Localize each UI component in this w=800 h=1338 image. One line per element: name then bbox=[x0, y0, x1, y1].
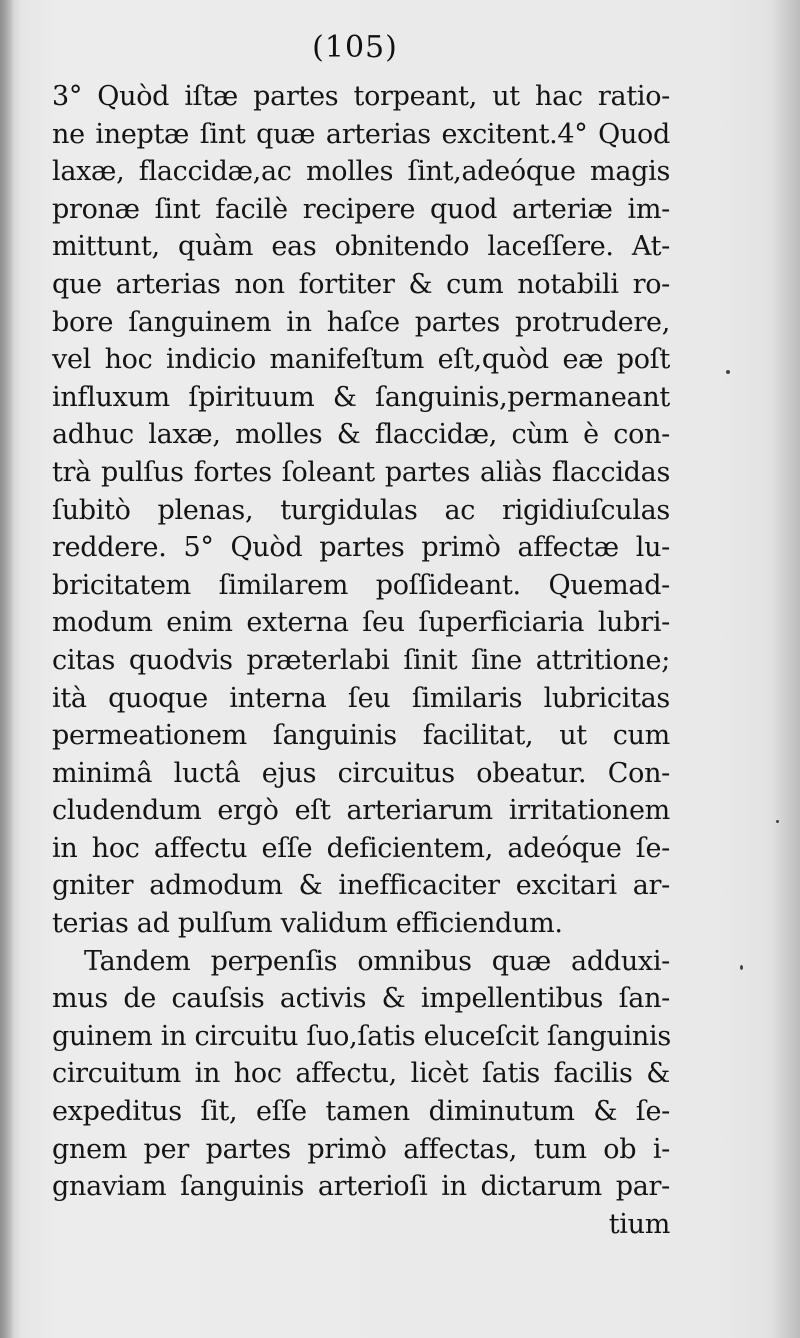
body-text bbox=[52, 78, 670, 1243]
text-line: expeditus ſit, eſſe tamen diminutum & ſe- bbox=[52, 1096, 670, 1128]
text-line: pronæ ſint facilè recipere quod arteriæ im- bbox=[52, 193, 670, 225]
text-line: vel hoc indicio manifeſtum eſt,quòd eæ poſt bbox=[52, 344, 670, 376]
text-line: adhuc laxæ, molles & flaccidæ, cùm è con- bbox=[52, 419, 670, 451]
text-line: ne ineptæ ſint quæ arterias excitent.4° Quod bbox=[52, 118, 670, 150]
text-line: laxæ, flaccidæ,ac molles ſint,adeóque magis bbox=[52, 156, 670, 188]
text-line: circuitum in hoc affectu, licèt ſatis facilis & bbox=[52, 1058, 670, 1090]
text-line: gnaviam ſanguinis arterioſi in dictarum par- bbox=[52, 1171, 670, 1203]
text-line: bricitatem ſimilarem poſſideant. Quemad- bbox=[52, 569, 670, 601]
text-line: Tandem perpenſis omnibus quæ adduxi- bbox=[84, 945, 670, 977]
text-line: 3° Quòd iſtæ partes torpeant, ut hac ratio- bbox=[52, 81, 670, 112]
binding-edge-shadow bbox=[0, 0, 14, 1338]
text-line: trà pulſus fortes ſoleant partes aliàs flaccidas bbox=[52, 456, 670, 488]
catchword: tium bbox=[608, 1208, 670, 1240]
text-line: gniter admodum & inefficaciter excitari ar- bbox=[52, 870, 670, 902]
text-line: ſubitò plenas, turgidulas ac rigidiuſculas bbox=[52, 494, 670, 526]
text-line: gnem per partes primò affectas, tum ob i- bbox=[52, 1133, 670, 1165]
text-line: modum enim externa ſeu ſuperficiaria lubri- bbox=[52, 607, 670, 639]
text-line: mittunt, quàm eas obnitendo laceſſere. At- bbox=[52, 231, 670, 263]
text-line: cludendum ergò eſt arteriarum irritationem bbox=[52, 795, 670, 827]
ink-speck bbox=[726, 370, 730, 374]
text-line: citas quodvis præterlabi ſinit ſine attritione; bbox=[52, 644, 670, 676]
text-line: mus de cauſsis activis & impellentibus ſan- bbox=[52, 983, 670, 1015]
ink-speck bbox=[776, 820, 779, 823]
text-line: ità quoque interna ſeu ſimilaris lubricitas bbox=[52, 682, 670, 714]
text-line: bore ſanguinem in haſce partes protrudere, bbox=[52, 306, 670, 338]
text-line: in hoc affectu eſſe deficientem, adeóque ſe- bbox=[52, 832, 670, 864]
text-line: permeationem ſanguinis facilitat, ut cum bbox=[52, 720, 670, 752]
text-line: reddere. 5° Quòd partes primò affectæ lu- bbox=[52, 532, 670, 564]
text-line: terias ad pulſum validum efficiendum. bbox=[52, 908, 563, 940]
text-line: influxum ſpirituum & ſanguinis,permaneant bbox=[52, 381, 670, 413]
text-line: minimâ luctâ ejus circuitus obeatur. Con- bbox=[52, 757, 670, 789]
text-line: guinem in circuitu ſuo,ſatis eluceſcit ſanguinis bbox=[52, 1020, 671, 1052]
text-line: que arterias non fortiter & cum notabili ro- bbox=[52, 268, 670, 300]
page-number: (105) bbox=[312, 30, 398, 65]
ink-speck bbox=[740, 965, 743, 970]
